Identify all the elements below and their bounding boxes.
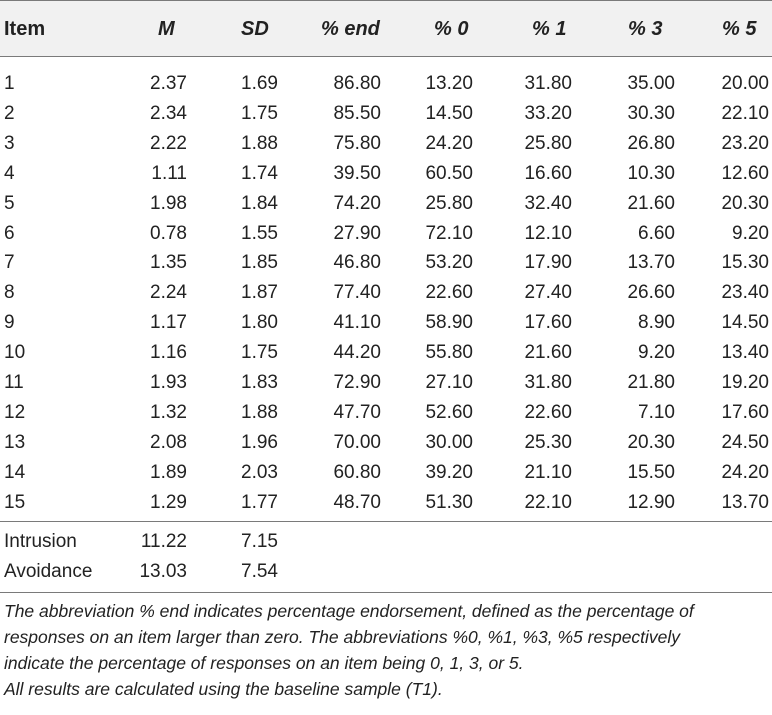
col-header-item: Item (4, 18, 46, 40)
table-cell: 1.93 (150, 372, 187, 393)
table-cell: 6.60 (638, 222, 675, 244)
col-header-mean: M (158, 18, 175, 40)
item-number-cell: 6 (4, 222, 15, 244)
table-cell: 72.90 (333, 372, 381, 393)
table-cell: 60.80 (333, 461, 381, 483)
table-cell: 26.60 (627, 282, 675, 304)
table-cell: 8.90 (638, 312, 675, 334)
table-cell: 1.88 (241, 132, 278, 154)
table-cell: 1.83 (241, 372, 278, 393)
table-cell: 41.10 (333, 312, 381, 334)
summary-cell: 11.22 (140, 531, 187, 552)
table-cell: 9.20 (638, 342, 675, 364)
table-cell: 60.50 (425, 162, 473, 184)
table-cell: 48.70 (333, 491, 381, 513)
table-cell: 1.87 (241, 282, 278, 304)
table-cell: 14.50 (425, 102, 473, 124)
table-bottom-rule (0, 592, 772, 593)
footnote-line: responses on an item larger than zero. The abbreviations %0, %1, %3, %5 respectively (4, 627, 681, 647)
item-number-cell: 11 (4, 372, 24, 393)
table-cell: 14.50 (721, 312, 769, 334)
table-cell: 25.80 (425, 192, 473, 214)
item-number-cell: 10 (4, 342, 26, 364)
table-cell: 1.69 (241, 73, 278, 94)
table-cell: 1.77 (241, 491, 278, 513)
table-cell: 1.80 (241, 312, 278, 334)
table-cell: 77.40 (333, 282, 381, 304)
table-cell: 2.37 (150, 73, 187, 94)
table-cell: 1.74 (241, 162, 278, 184)
table-cell: 27.40 (524, 282, 572, 304)
item-number-cell: 9 (4, 312, 15, 334)
table-cell: 30.00 (425, 431, 473, 453)
table-cell: 31.80 (524, 73, 572, 94)
table-cell: 16.60 (524, 162, 572, 184)
table-cell: 1.85 (241, 252, 278, 274)
table-cell: 86.80 (333, 73, 381, 94)
item-number-cell: 8 (4, 282, 15, 304)
table-cell: 1.16 (150, 342, 187, 364)
table-cell: 46.80 (333, 252, 381, 274)
col-header-sd: SD (241, 18, 269, 40)
table-cell: 12.90 (627, 491, 675, 513)
summary-cell: 7.15 (241, 531, 278, 552)
table-cell: 9.20 (732, 222, 769, 244)
table-cell: 2.03 (241, 461, 278, 483)
table-cell: 21.80 (627, 372, 675, 393)
table-cell: 1.11 (151, 162, 187, 184)
col-header-pct-1: % 1 (532, 18, 567, 40)
table-cell: 74.20 (333, 192, 381, 214)
table-cell: 1.98 (150, 192, 187, 214)
table-cell: 32.40 (524, 192, 572, 214)
item-number-cell: 2 (4, 102, 15, 124)
table-cell: 1.35 (150, 252, 187, 274)
table-cell: 13.20 (425, 73, 473, 94)
item-number-cell: 3 (4, 132, 15, 154)
table-cell: 22.60 (425, 282, 473, 304)
table-cell: 12.60 (721, 162, 769, 184)
table-cell: 17.60 (721, 401, 769, 423)
table-cell: 72.10 (425, 222, 473, 244)
table-cell: 20.30 (627, 431, 675, 453)
table-cell: 24.50 (721, 431, 769, 453)
table-cell: 24.20 (425, 132, 473, 154)
item-number-cell: 1 (4, 73, 15, 94)
table-cell: 12.10 (524, 222, 572, 244)
table-cell: 21.60 (524, 342, 572, 364)
table-cell: 27.10 (425, 372, 473, 393)
item-number-cell: 14 (4, 461, 26, 483)
col-header-pct-0: % 0 (434, 18, 469, 40)
item-number-cell: 13 (4, 431, 26, 453)
summary-cell: 13.03 (139, 561, 187, 582)
table-cell: 2.08 (150, 431, 187, 453)
table-cell: 25.80 (524, 132, 572, 154)
table-footnote (4, 598, 769, 702)
table-cell: 25.30 (524, 431, 572, 453)
table-cell: 22.10 (721, 102, 769, 124)
table-cell: 1.88 (241, 401, 278, 423)
table-cell: 33.20 (524, 102, 572, 124)
table-cell: 0.78 (150, 222, 187, 244)
table-cell: 51.30 (425, 491, 473, 513)
table-header (0, 0, 772, 57)
col-header-pct-5: % 5 (722, 18, 757, 40)
table-cell: 39.50 (333, 162, 381, 184)
table-cell: 1.84 (241, 192, 278, 214)
table-cell: 15.30 (721, 252, 769, 274)
table-cell: 47.70 (333, 401, 381, 423)
item-number-cell: 12 (4, 401, 26, 423)
table-cell: 44.20 (333, 342, 381, 364)
table-cell: 30.30 (627, 102, 675, 124)
table-cell: 19.20 (721, 372, 769, 393)
table-cell: 17.60 (524, 312, 572, 334)
table-cell: 1.75 (241, 342, 278, 364)
table-cell: 1.32 (150, 401, 187, 423)
table-cell: 1.96 (241, 431, 278, 453)
table-cell: 7.10 (638, 401, 675, 423)
table-cell: 55.80 (425, 342, 473, 364)
item-number-cell: 15 (4, 491, 26, 513)
table-cell: 1.29 (150, 491, 187, 513)
table-cell: 21.60 (627, 192, 675, 214)
table-cell: 53.20 (425, 252, 473, 274)
table-cell: 21.10 (524, 461, 572, 483)
table-cell: 2.24 (150, 282, 187, 304)
table-cell: 52.60 (425, 401, 473, 423)
footnote-line: The abbreviation % end indicates percentage endorsement, defined as the percentage of (4, 601, 694, 621)
table-cell: 17.90 (524, 252, 572, 274)
col-header-pct-end: % end (321, 18, 380, 40)
summary-label-cell: Intrusion (4, 531, 77, 552)
table-cell: 1.75 (241, 102, 278, 124)
item-number-cell: 5 (4, 192, 15, 214)
table-cell: 10.30 (627, 162, 675, 184)
table-cell: 22.60 (524, 401, 572, 423)
table-cell: 24.20 (721, 461, 769, 483)
table-cell: 15.50 (627, 461, 675, 483)
table-cell: 13.70 (721, 491, 769, 513)
row-divider (0, 521, 772, 522)
summary-label-cell: Avoidance (4, 561, 93, 582)
table-cell: 26.80 (627, 132, 675, 154)
table-cell: 20.00 (721, 73, 769, 94)
table-cell: 22.10 (524, 491, 572, 513)
table-cell: 13.70 (627, 252, 675, 274)
table-cell: 39.20 (425, 461, 473, 483)
item-number-cell: 7 (4, 252, 15, 274)
table-cell: 35.00 (627, 73, 675, 94)
col-header-pct-3: % 3 (628, 18, 663, 40)
table-cell: 23.40 (721, 282, 769, 304)
table-cell: 23.20 (721, 132, 769, 154)
table-cell: 1.89 (150, 461, 187, 483)
table-cell: 27.90 (333, 222, 381, 244)
footnote-line: indicate the percentage of responses on an item being 0, 1, 3, or 5. (4, 653, 524, 673)
table-cell: 2.22 (150, 132, 187, 154)
table-cell: 31.80 (524, 372, 572, 393)
table-cell: 13.40 (721, 342, 769, 364)
table-cell: 1.55 (241, 222, 278, 244)
summary-cell: 7.54 (241, 561, 278, 582)
table-cell: 70.00 (333, 431, 381, 453)
table-cell: 20.30 (721, 192, 769, 214)
table-cell: 2.34 (150, 102, 187, 124)
table-cell: 1.17 (150, 312, 187, 334)
table-cell: 85.50 (333, 102, 381, 124)
item-number-cell: 4 (4, 162, 15, 184)
table-cell: 58.90 (425, 312, 473, 334)
table-cell: 75.80 (333, 132, 381, 154)
footnote-line: All results are calculated using the baseline sample (T1). (4, 679, 443, 699)
